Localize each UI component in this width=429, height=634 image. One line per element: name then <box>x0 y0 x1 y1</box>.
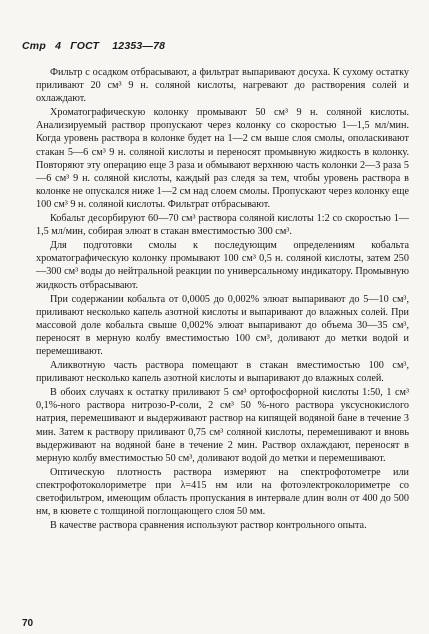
paragraph: При содержании кобальта от 0,0005 до 0,002% элюат выпаривают до 5—10 см³, приливают несколько капель азотной кислоты и выпаривают до влажных солей. При массовой доле кобальта свыше 0,002% элюат выпаривают до объема 30—35 см³, переносят в мерную колбу вместимостью 100 см³, доливают до метки водой и перемешивают. <box>36 293 409 357</box>
paragraph: Хроматографическую колонку промывают 50 см³ 9 н. соляной кислоты. Анализируемый раствор пропускают через колонку со скоростью 1—1,5 мл/мин. Когда уровень раствора в колонке будет на 1—2 см выше слоя смолы, ополаскивают стакан 5—6 см³ 9 н. соляной кислоты и переносят промывную жидкость в колонку. Повторяют эту операцию еще 3 раза и обмывают верхнюю часть колонки 2—3 раза 5—6 см³ 9 н. соляной кислоты, каждый раз следя за тем, чтобы уровень раствора в колонке не опускался ниже 1—2 см над слоем смолы. Пропускают через колонку еще 100 см³ 9 н. соляной кислоты. Фильтрат отбрасывают. <box>36 107 409 210</box>
paragraph: Кобальт десорбируют 60—70 см³ раствора соляной кислоты 1:2 со скоростью 1—1,5 мл/мин, собирая элюат в стакан вместимостью 300 см³. <box>36 213 409 238</box>
paragraph: Фильтр с осадком отбрасывают, а фильтрат выпаривают досуха. К сухому остатку приливают 20 см³ 9 н. соляной кислоты, нагревают до растворения солей и охлаждают. <box>36 67 409 105</box>
standard-number: 12353—78 <box>112 40 166 52</box>
document-body <box>36 66 409 533</box>
paragraph: Оптическую плотность раствора измеряют на спектрофотометре или спектрофотоколориметре при λ=415 нм или на фотоэлектроколориметре со светофильтром, имеющим область пропускания в интервале длин волн от 400 до 500 нм, в кювете с толщиной поглощающего слоя 50 мм. <box>36 466 409 518</box>
page-number-header: 4 <box>55 40 62 52</box>
paragraph: В обоих случаях к остатку приливают 5 см³ ортофосфорной кислоты 1:50, 1 см³ 0,1%-ного раствора нитрозо-Р-соли, 2 см³ 50 %-ного раствора уксуснокислого натрия, перемешивают и выдерживают раствор на кипящей водяной бане в течение 3 мин. Затем к раствору приливают 0,75 см³ соляной кислоты, перемешивают и вновь выдерживают на водяной бане в течение 2 мин. Раствор охлаждают, переносят в мерную колбу вместимостью 50 см³, доливают водой до метки и перемешивают. <box>36 387 409 464</box>
page-label: Стр <box>22 40 46 52</box>
paragraph: В качестве раствора сравнения используют раствор контрольного опыта. <box>50 520 367 532</box>
paragraph: Для подготовки смолы к последующим определениям кобальта хроматографическую колонку промывают 100 см³ 0,5 н. соляной кислоты, затем 250—300 см³ воды до нейтральной реакции по универсальному индикатору. Промывную жидкость отбрасывают. <box>36 240 409 291</box>
paragraph: Аликвотную часть раствора помещают в стакан вместимостью 100 см³, приливают несколько капель азотной кислоты и выпаривают до влажных солей. <box>36 360 409 385</box>
gost-label: ГОСТ <box>70 40 100 52</box>
page-header <box>22 40 171 52</box>
page-footer-number: 70 <box>22 618 34 629</box>
